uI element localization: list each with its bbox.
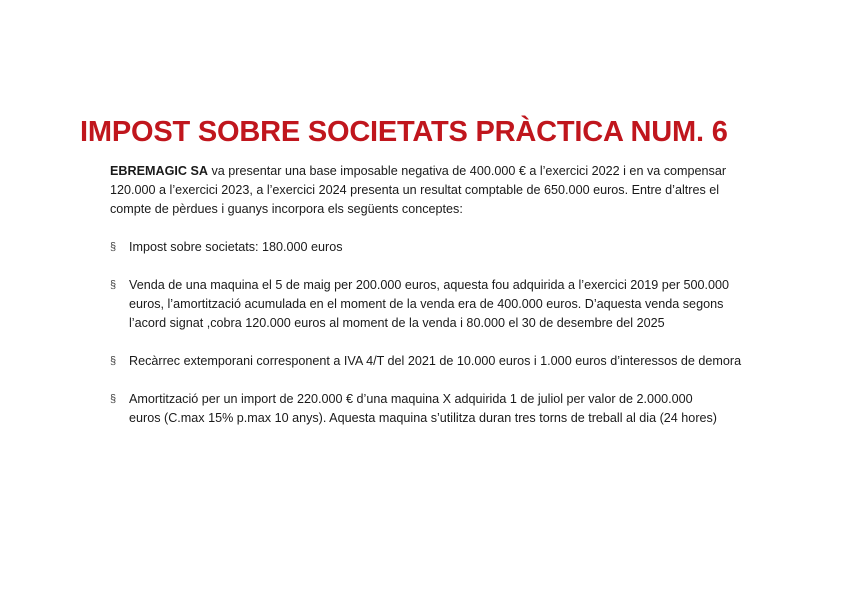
- intro-text: va presentar una base imposable negativa de 400.000 € a l’exercici 2022 i en va compensar 120.000 a l’exercici 2023, a l’exercici 2024 presenta un resultat comptable de 650.000 euros. Entre d’altres el compte de pèrdues i guanys incorpora els següents conceptes:: [110, 164, 727, 216]
- list-item-text: Impost sobre societats: 180.000 euros: [129, 240, 343, 254]
- slide-title: IMPOST SOBRE SOCIETATS PRÀCTICA NUM. 6: [80, 116, 728, 148]
- section-bullet-icon: §: [110, 355, 117, 367]
- concepts-list: [110, 238, 760, 428]
- section-bullet-icon: §: [110, 393, 117, 405]
- list-item-text: Venda de una maquina el 5 de maig per 200.000 euros, aquesta fou adquirida a l’exercici 2019 per 500.000 euros, l’amortització acumulada en el moment de la venda era de 400.000 euros. D’aquesta venda segons l’acord signat ,cobra 120.000 euros al moment de la venda i 80.000 el 30 de desembre del 2025: [129, 278, 730, 330]
- list-item-text: Amortització per un import de 220.000 € d’una maquina X adquirida 1 de juliol per valor de 2.000.000 euros (C.max 15% p.max 10 anys). Aquesta maquina s’utilitza duran tres torns de treball al dia (24 hores): [129, 392, 718, 425]
- list-item: [110, 276, 760, 333]
- list-item: [110, 352, 760, 371]
- slide-content: [110, 162, 760, 447]
- section-bullet-icon: §: [110, 279, 117, 291]
- list-item: [110, 238, 760, 257]
- list-item-text: Recàrrec extemporani corresponent a IVA 4/T del 2021 de 10.000 euros i 1.000 euros d’interessos de demora: [129, 354, 742, 368]
- list-item: [110, 390, 760, 428]
- company-name: EBREMAGIC SA: [110, 164, 208, 178]
- section-bullet-icon: §: [110, 241, 117, 253]
- intro-paragraph: [110, 162, 730, 219]
